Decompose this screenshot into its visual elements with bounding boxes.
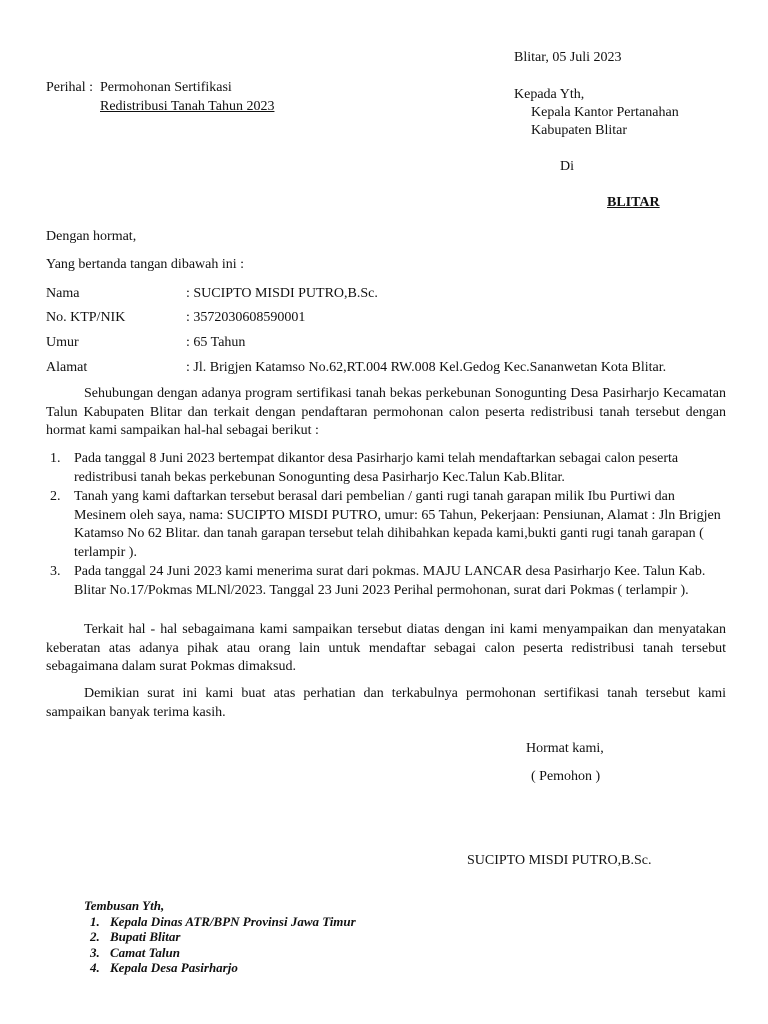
perihal-line1: Permohonan Sertifikasi: [100, 80, 232, 95]
intro-line: Yang bertanda tangan dibawah ini :: [46, 257, 245, 272]
list-item: [46, 450, 726, 487]
recipient-line1: Kepada Yth,: [514, 87, 585, 102]
identity-row-age: [46, 334, 245, 352]
carbon-copy-text: Kepala Desa Pasirharjo: [110, 960, 238, 975]
closing-role: ( Pemohon ): [531, 769, 601, 784]
identity-label: Nama: [46, 286, 80, 301]
carbon-copy-text: Bupati Blitar: [110, 929, 181, 944]
signer-name: SUCIPTO MISDI PUTRO,B.Sc.: [467, 853, 652, 868]
list-item: [46, 488, 726, 562]
list-item-text: Tanah yang kami daftarkan tersebut berasal dari pembelian / ganti rugi tanah garapan milik Ibu Purtiwi dan Mesinem oleh saya, nama: SUCIPTO MISDI PUTRO, umur: 65 Tahun, Pekerjaan: Pensiunan, Alamat : Jln Brigjen Katamso No 62 Blitar. dan tanah garapan tersebut telah dihibahkan kepada kami,bukti ganti rugi tanah garapan ( terlampir ).: [74, 489, 721, 560]
carbon-copy-item: [84, 960, 356, 976]
carbon-copy-title: Tembusan Yth,: [84, 898, 165, 913]
letter-date: Blitar, 05 Juli 2023: [514, 50, 622, 65]
identity-row-nik: [46, 309, 305, 327]
carbon-copy-number: 4.: [90, 960, 100, 975]
list-item-number: 2.: [50, 489, 61, 504]
carbon-copy-number: 1.: [90, 913, 100, 929]
body-paragraph-2: Terkait hal - hal sebagaimana kami sampaikan tersebut diatas dengan ini kami menyampaikan dan menyatakan keberatan atas adanya pihak atau orang lain untuk mendaftar sebagai calon peserta redistribusi tanah tersebut sebagaimana dalam surat Pokmas dimaksud.: [46, 622, 726, 674]
identity-value: : SUCIPTO MISDI PUTRO,B.Sc.: [186, 286, 378, 301]
carbon-copy-text: Camat Talun: [110, 944, 180, 960]
body-paragraph-3: Demikian surat ini kami buat atas perhatian dan terkabulnya permohonan sertifikasi tanah tersebut kami sampaikan banyak terima kasih.: [46, 686, 726, 720]
identity-label: Alamat: [46, 360, 88, 375]
perihal-label: Perihal :: [46, 80, 94, 95]
identity-label: No. KTP/NIK: [46, 310, 126, 325]
perihal-line2: Redistribusi Tanah Tahun 2023: [100, 99, 275, 114]
list-item: [46, 563, 726, 600]
recipient-city: BLITAR: [607, 195, 660, 210]
identity-value: : 3572030608590001: [186, 310, 306, 325]
carbon-copy-number: 3.: [90, 944, 100, 960]
carbon-copy-block: [84, 898, 356, 976]
carbon-copy-text: Kepala Dinas ATR/BPN Provinsi Jawa Timur: [110, 913, 356, 929]
identity-value: : 65 Tahun: [186, 335, 246, 350]
list-item-text: Pada tanggal 8 Juni 2023 bertempat dikantor desa Pasirharjo kami telah mendaftarkan sebagai calon peserta redistribusi tanah bekas perkebunan Sonogunting desa Pasirharjo Kec.Talun Kab.Blitar.: [74, 451, 679, 485]
greeting: Dengan hormat,: [46, 229, 137, 244]
identity-row-address: [46, 359, 666, 377]
closing-regards: Hormat kami,: [526, 741, 604, 756]
list-item-text: Pada tanggal 24 Juni 2023 kami menerima surat dari pokmas. MAJU LANCAR desa Pasirharjo Kee. Talun Kab. Blitar No.17/Pokmas MLNl/2023. Tanggal 23 Juni 2023 Perihal permohonan, surat dari Pokmas ( terlampir ).: [74, 564, 706, 598]
list-item-number: 3.: [50, 564, 61, 579]
recipient-line2: Kepala Kantor Pertanahan: [531, 105, 679, 120]
recipient-di: Di: [560, 159, 574, 174]
identity-label: Umur: [46, 335, 79, 350]
carbon-copy-number: 2.: [90, 929, 100, 944]
carbon-copy-item: [84, 914, 356, 930]
carbon-copy-item: [84, 929, 356, 945]
list-item-number: 1.: [50, 451, 61, 466]
identity-row-name: [46, 285, 378, 303]
identity-value: : Jl. Brigjen Katamso No.62,RT.004 RW.008 Kel.Gedog Kec.Sananwetan Kota Blitar.: [186, 360, 667, 375]
recipient-line3: Kabupaten Blitar: [531, 123, 628, 138]
body-paragraph-1: Sehubungan dengan adanya program sertifikasi tanah bekas perkebunan Sonogunting Desa Pasirharjo Kecamatan Talun Kabupaten Blitar dan terkait dengan pendaftaran permohonan calon peserta redistribusi tanah tersebut dengan hormat kami sampaikan hal-hal sebagai berikut :: [46, 386, 726, 438]
numbered-list: [46, 450, 726, 601]
carbon-copy-item: [84, 945, 356, 961]
